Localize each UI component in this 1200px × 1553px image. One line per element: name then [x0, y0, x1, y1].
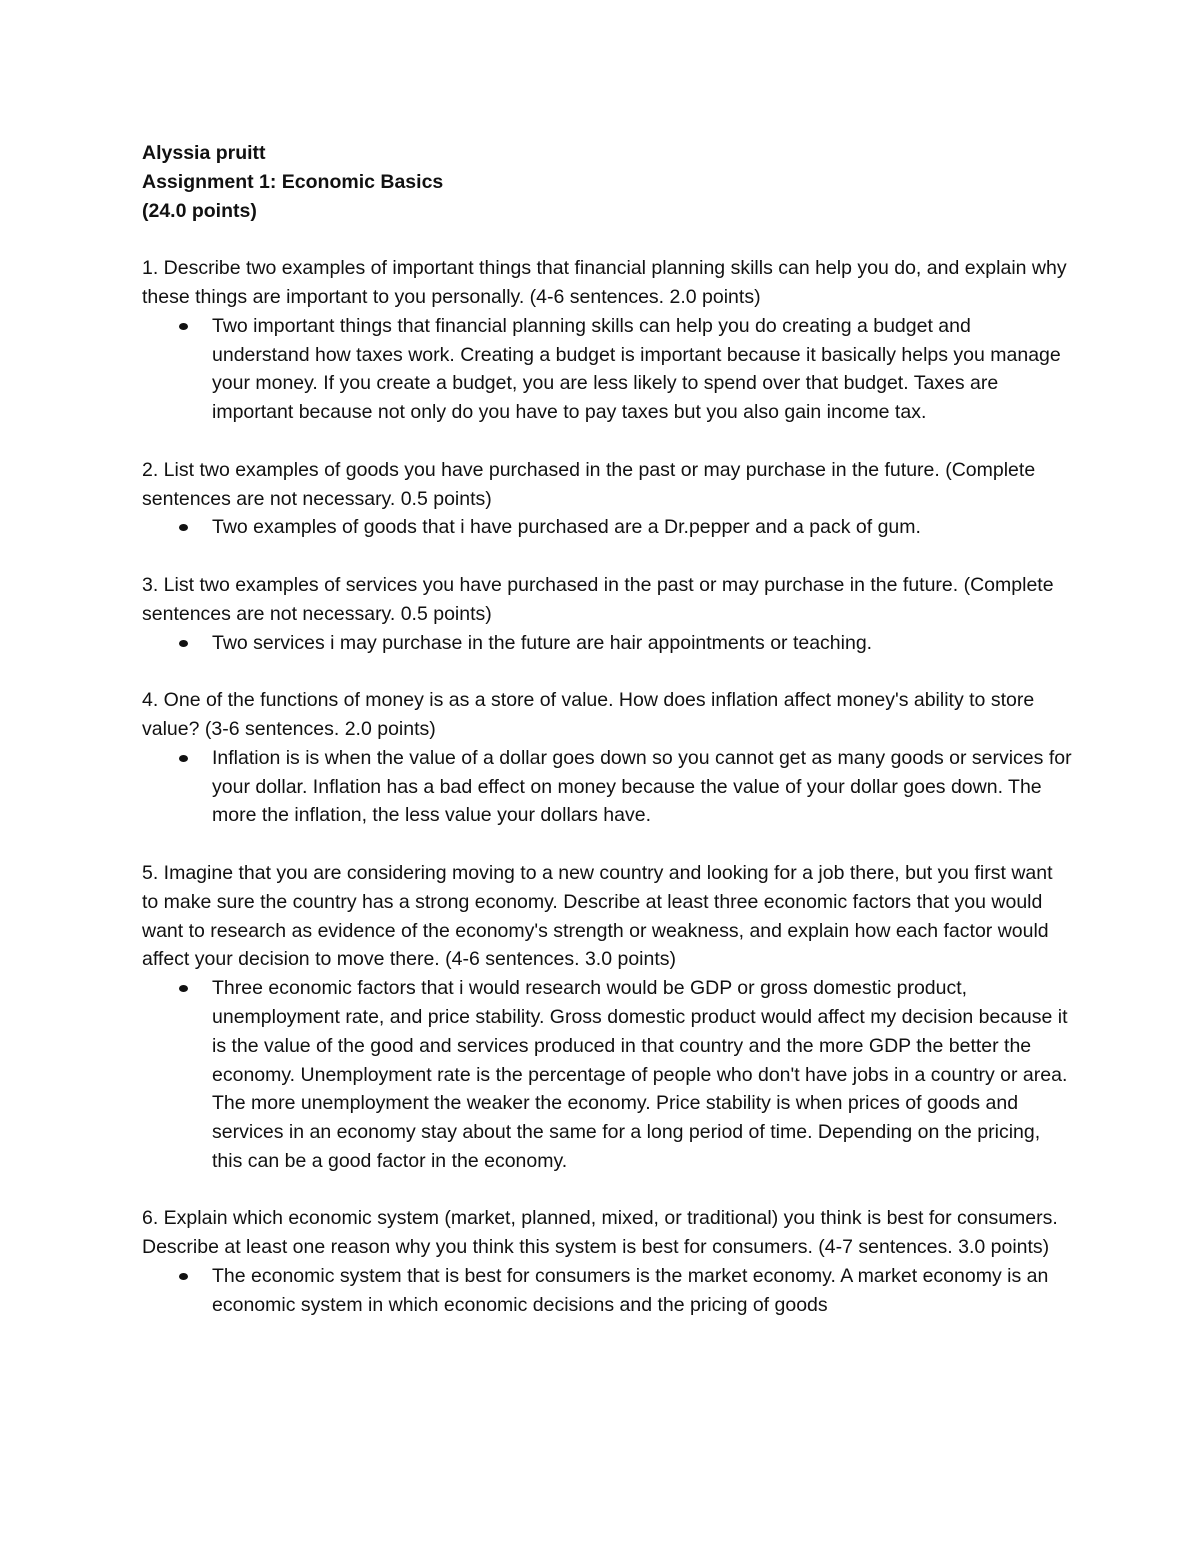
bullet-icon	[179, 755, 188, 762]
answer-list-1	[142, 312, 1072, 427]
answer-4-text: Inflation is is when the value of a dollar goes down so you cannot get as many goods or services for your dollar. Inflation has a bad effect on money because the value of your dollar goes down. The more the inflation, the less value your dollars have.	[212, 746, 1072, 827]
answer-list-2	[142, 513, 1072, 542]
answer-list-6	[142, 1262, 1072, 1320]
answer-1-text: Two important things that financial planning skills can help you do creating a budget and understand how taxes work. Creating a budget is important because it basically helps you manage your money. If you create a budget, you are less likely to spend over that budget. Taxes are important because not only do you have to pay taxes but you also gain income tax.	[212, 314, 1061, 424]
answer-list-4	[142, 744, 1072, 830]
bullet-icon	[179, 323, 188, 330]
assignment-points: (24.0 points)	[142, 199, 257, 222]
blank-line	[142, 427, 1072, 456]
blank-line	[142, 830, 1072, 859]
question-3: 3. List two examples of services you have purchased in the past or may purchase in the future. (Complete sentences are not necessary. 0.5 points)	[142, 573, 1054, 625]
blank-line	[142, 657, 1072, 686]
bullet-icon	[179, 1273, 188, 1280]
answer-6-text: The economic system that is best for consumers is the market economy. A market economy is an economic system in which economic decisions and the pricing of goods	[212, 1265, 1049, 1316]
document-body	[142, 139, 1072, 1320]
answer-3-text: Two services i may purchase in the future are hair appointments or teaching.	[212, 631, 873, 654]
question-6: 6. Explain which economic system (market, planned, mixed, or traditional) you think is best for consumers. Describe at least one reason why you think this system is best for consumers. (4-7 sentences. 3.0 points)	[142, 1207, 1058, 1259]
question-4: 4. One of the functions of money is as a store of value. How does inflation affect money's ability to store value? (3-6 sentences. 2.0 points)	[142, 689, 1035, 740]
answer-list-3	[142, 629, 1072, 658]
blank-line	[142, 1176, 1072, 1205]
answer-2	[212, 513, 1072, 542]
bullet-icon	[179, 985, 188, 992]
bullet-icon	[179, 524, 188, 531]
answer-6	[212, 1262, 1072, 1320]
answer-2-text: Two examples of goods that i have purchased are a Dr.pepper and a pack of gum.	[212, 516, 921, 539]
answer-list-5	[142, 974, 1072, 1176]
answer-5	[212, 974, 1072, 1176]
assignment-title: Assignment 1: Economic Basics	[142, 170, 444, 193]
blank-line	[142, 225, 1072, 254]
question-2: 2. List two examples of goods you have purchased in the past or may purchase in the future. (Complete sentences are not necessary. 0.5 points)	[142, 458, 1036, 510]
answer-5-text: Three economic factors that i would research would be GDP or gross domestic product, unemployment rate, and price stability. Gross domestic product would affect my decision because it is the value of the good and services produced in that country and the more GDP the better the economy. Unemployment rate is the percentage of people who don't have jobs in a country or area. The more unemployment the weaker the economy. Price stability is when prices of goods and services in an economy stay about the same for a long period of time. Depending on the pricing, this can be a good factor in the economy.	[212, 977, 1068, 1172]
answer-1	[212, 312, 1072, 427]
bullet-icon	[179, 640, 188, 647]
question-1: 1. Describe two examples of important things that financial planning skills can help you do, and explain why these things are important to you personally. (4-6 sentences. 2.0 points)	[142, 257, 1067, 308]
answer-3	[212, 629, 1072, 658]
question-5: 5. Imagine that you are considering moving to a new country and looking for a job there, but you first want to make sure the country has a strong economy. Describe at least three economic factors that you would want to research as evidence of the economy's strength or weakness, and explain how each factor would affect your decision to move there. (4-6 sentences. 3.0 points)	[142, 861, 1053, 971]
blank-line	[142, 542, 1072, 571]
author-name: Alyssia pruitt	[142, 142, 266, 164]
answer-4	[212, 744, 1072, 830]
